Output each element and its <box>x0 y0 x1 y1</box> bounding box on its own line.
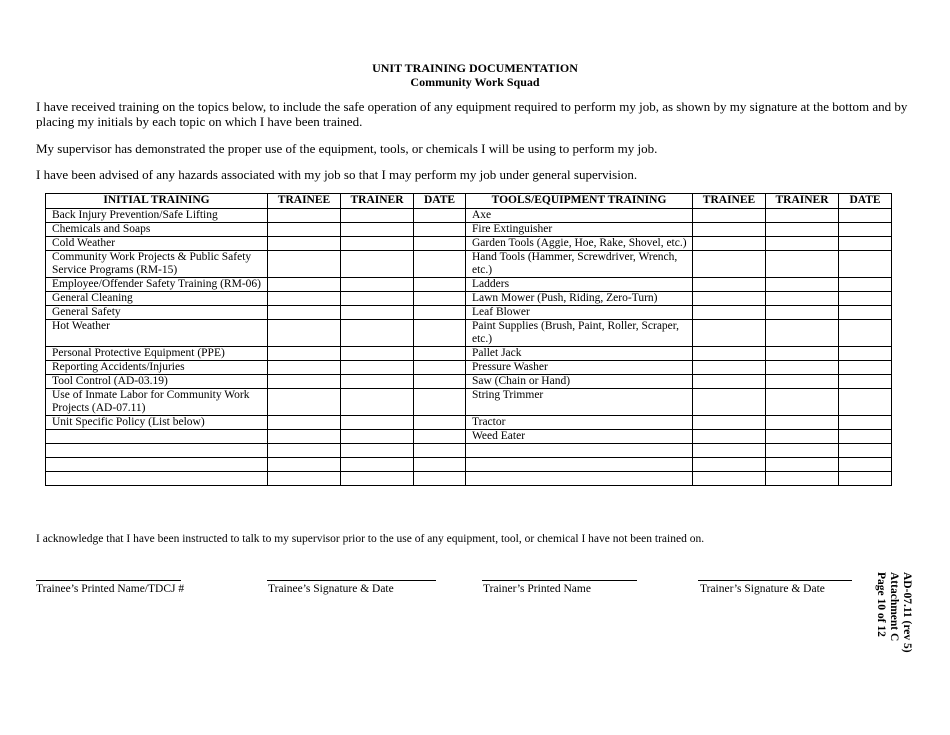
trainer-initial-cell[interactable] <box>341 209 414 223</box>
tool-training-cell: Axe <box>466 209 693 223</box>
date-cell[interactable] <box>839 209 892 223</box>
supervisor-statement: My supervisor has demonstrated the proper use of the equipment, tools, or chemicals I will be using to perform my job. <box>36 141 658 156</box>
tool-training-cell: String Trimmer <box>466 389 693 416</box>
date-cell[interactable] <box>839 444 892 458</box>
initial-training-cell: General Cleaning <box>46 292 268 306</box>
form-number: AD-07.11 (rev 5) <box>901 572 913 653</box>
date-cell[interactable] <box>414 472 466 486</box>
initial-training-cell: Employee/Offender Safety Training (RM-06) <box>46 278 268 292</box>
trainee-initial-cell[interactable] <box>693 237 766 251</box>
trainee-name-line[interactable] <box>36 580 181 581</box>
table-row <box>46 278 892 292</box>
table-row <box>46 444 892 458</box>
date-cell[interactable] <box>414 223 466 237</box>
trainee-initial-cell[interactable] <box>693 320 766 347</box>
trainee-initial-cell[interactable] <box>693 361 766 375</box>
trainee-initial-cell[interactable] <box>268 347 341 361</box>
trainee-initial-cell[interactable] <box>693 251 766 278</box>
page-number: Page 10 of 12 <box>875 572 887 637</box>
trainer-initial-cell[interactable] <box>341 320 414 347</box>
trainee-initial-cell[interactable] <box>693 347 766 361</box>
trainer-initial-cell[interactable] <box>341 389 414 416</box>
trainer-initial-cell[interactable] <box>341 430 414 444</box>
trainee-initial-cell[interactable] <box>268 209 341 223</box>
initial-training-cell: Reporting Accidents/Injuries <box>46 361 268 375</box>
date-cell[interactable] <box>839 472 892 486</box>
initial-training-cell: Hot Weather <box>46 320 268 347</box>
tool-training-cell: Paint Supplies (Brush, Paint, Roller, Scraper, etc.) <box>466 320 693 347</box>
initial-training-cell: Chemicals and Soaps <box>46 223 268 237</box>
trainer-initial-cell[interactable] <box>341 416 414 430</box>
trainer-initial-cell[interactable] <box>341 361 414 375</box>
trainee-initial-cell[interactable] <box>693 458 766 472</box>
date-cell[interactable] <box>839 375 892 389</box>
table-row <box>46 458 892 472</box>
training-table <box>45 193 892 486</box>
date-cell[interactable] <box>414 347 466 361</box>
initial-training-cell: Tool Control (AD-03.19) <box>46 375 268 389</box>
trainer-name-line[interactable] <box>482 580 637 581</box>
trainer-initial-cell[interactable] <box>766 278 839 292</box>
initial-training-cell: Back Injury Prevention/Safe Lifting <box>46 209 268 223</box>
header-trainer: TRAINER <box>341 194 414 209</box>
header-trainer-tools: TRAINER <box>766 194 839 209</box>
date-cell[interactable] <box>414 444 466 458</box>
training-statement: I have received training on the topics below, to include the safe operation of any equipment required to perform my job, as shown by my signature at the bottom and by placing my initials by each topic on which I have been trained. <box>36 99 908 129</box>
trainer-initial-cell[interactable] <box>766 361 839 375</box>
date-cell[interactable] <box>839 416 892 430</box>
date-cell[interactable] <box>839 389 892 416</box>
trainer-initial-cell[interactable] <box>341 223 414 237</box>
tool-training-cell: Leaf Blower <box>466 306 693 320</box>
trainer-initial-cell[interactable] <box>766 209 839 223</box>
date-cell[interactable] <box>414 320 466 347</box>
date-cell[interactable] <box>839 361 892 375</box>
trainer-initial-cell[interactable] <box>341 292 414 306</box>
date-cell[interactable] <box>414 416 466 430</box>
trainee-initial-cell[interactable] <box>693 375 766 389</box>
trainee-initial-cell[interactable] <box>268 278 341 292</box>
trainee-initial-cell[interactable] <box>268 292 341 306</box>
trainer-initial-cell[interactable] <box>766 389 839 416</box>
trainee-initial-cell[interactable] <box>693 389 766 416</box>
document-subtitle: Community Work Squad <box>410 75 540 89</box>
trainee-signature-label: Trainee’s Signature & Date <box>268 583 394 595</box>
tool-training-cell: Lawn Mower (Push, Riding, Zero-Turn) <box>466 292 693 306</box>
initial-training-cell <box>46 430 268 444</box>
trainee-initial-cell[interactable] <box>268 306 341 320</box>
trainer-initial-cell[interactable] <box>766 444 839 458</box>
date-cell[interactable] <box>839 278 892 292</box>
trainee-initial-cell[interactable] <box>268 389 341 416</box>
date-cell[interactable] <box>839 251 892 278</box>
tool-training-cell <box>466 458 693 472</box>
date-cell[interactable] <box>839 320 892 347</box>
header-date: DATE <box>414 194 466 209</box>
header-trainee: TRAINEE <box>268 194 341 209</box>
initial-training-cell <box>46 458 268 472</box>
acknowledgement-text: I acknowledge that I have been instructed to talk to my supervisor prior to the use of any equipment, tool, or chemical I have not been trained on. <box>36 533 705 545</box>
trainer-initial-cell[interactable] <box>766 320 839 347</box>
initial-training-cell: Unit Specific Policy (List below) <box>46 416 268 430</box>
tool-training-cell: Pallet Jack <box>466 347 693 361</box>
trainer-initial-cell[interactable] <box>766 292 839 306</box>
trainee-initial-cell[interactable] <box>693 223 766 237</box>
table-row <box>46 209 892 223</box>
initial-training-cell: Use of Inmate Labor for Community Work Projects (AD-07.11) <box>46 389 268 416</box>
date-cell[interactable] <box>414 278 466 292</box>
table-row <box>46 223 892 237</box>
table-row <box>46 361 892 375</box>
header-initial-training: INITIAL TRAINING <box>46 194 268 209</box>
tool-training-cell: Hand Tools (Hammer, Screwdriver, Wrench, etc.) <box>466 251 693 278</box>
trainee-initial-cell[interactable] <box>268 375 341 389</box>
tool-training-cell: Weed Eater <box>466 430 693 444</box>
trainer-signature-line[interactable] <box>698 580 852 581</box>
attachment-label: Attachment C <box>888 572 900 642</box>
trainer-initial-cell[interactable] <box>341 375 414 389</box>
trainee-initial-cell[interactable] <box>268 251 341 278</box>
date-cell[interactable] <box>839 458 892 472</box>
date-cell[interactable] <box>414 306 466 320</box>
date-cell[interactable] <box>839 306 892 320</box>
trainee-initial-cell[interactable] <box>268 223 341 237</box>
trainee-initial-cell[interactable] <box>693 472 766 486</box>
date-cell[interactable] <box>414 237 466 251</box>
trainee-initial-cell[interactable] <box>268 361 341 375</box>
trainer-initial-cell[interactable] <box>766 416 839 430</box>
trainee-initial-cell[interactable] <box>268 444 341 458</box>
initial-training-cell <box>46 444 268 458</box>
document-title: UNIT TRAINING DOCUMENTATION <box>372 61 578 75</box>
table-row <box>46 251 892 278</box>
tool-training-cell: Garden Tools (Aggie, Hoe, Rake, Shovel, etc.) <box>466 237 693 251</box>
table-row <box>46 472 892 486</box>
table-header-row <box>46 194 892 209</box>
table-row <box>46 320 892 347</box>
initial-training-cell: General Safety <box>46 306 268 320</box>
trainer-initial-cell[interactable] <box>766 251 839 278</box>
initial-training-cell <box>46 472 268 486</box>
trainee-initial-cell[interactable] <box>268 237 341 251</box>
header-trainee-tools: TRAINEE <box>693 194 766 209</box>
trainee-initial-cell[interactable] <box>693 306 766 320</box>
trainee-name-label: Trainee’s Printed Name/TDCJ # <box>36 583 185 595</box>
trainee-initial-cell[interactable] <box>693 278 766 292</box>
table-row <box>46 375 892 389</box>
trainer-initial-cell[interactable] <box>766 375 839 389</box>
table-row <box>46 389 892 416</box>
form-reference-block <box>861 572 913 662</box>
trainee-initial-cell[interactable] <box>268 430 341 444</box>
date-cell[interactable] <box>414 389 466 416</box>
trainer-name-label: Trainer’s Printed Name <box>483 583 591 595</box>
trainee-initial-cell[interactable] <box>693 209 766 223</box>
date-cell[interactable] <box>414 458 466 472</box>
trainee-initial-cell[interactable] <box>268 458 341 472</box>
trainer-initial-cell[interactable] <box>766 347 839 361</box>
trainer-initial-cell[interactable] <box>766 306 839 320</box>
trainer-signature-label: Trainer’s Signature & Date <box>700 583 825 595</box>
date-cell[interactable] <box>414 430 466 444</box>
trainer-initial-cell[interactable] <box>766 472 839 486</box>
tool-training-cell: Tractor <box>466 416 693 430</box>
trainee-initial-cell[interactable] <box>268 320 341 347</box>
trainer-initial-cell[interactable] <box>766 430 839 444</box>
trainee-initial-cell[interactable] <box>268 472 341 486</box>
initial-training-cell: Community Work Projects & Public Safety Service Programs (RM-15) <box>46 251 268 278</box>
date-cell[interactable] <box>839 223 892 237</box>
trainee-signature-line[interactable] <box>267 580 436 581</box>
trainer-initial-cell[interactable] <box>766 458 839 472</box>
date-cell[interactable] <box>839 237 892 251</box>
hazards-statement: I have been advised of any hazards associated with my job so that I may perform my job under general supervision. <box>36 167 638 182</box>
trainer-initial-cell[interactable] <box>341 278 414 292</box>
table-row <box>46 306 892 320</box>
date-cell[interactable] <box>839 347 892 361</box>
trainer-initial-cell[interactable] <box>341 306 414 320</box>
trainer-initial-cell[interactable] <box>766 223 839 237</box>
tool-training-cell: Saw (Chain or Hand) <box>466 375 693 389</box>
trainee-initial-cell[interactable] <box>693 416 766 430</box>
trainer-initial-cell[interactable] <box>341 347 414 361</box>
tool-training-cell <box>466 444 693 458</box>
trainer-initial-cell[interactable] <box>766 237 839 251</box>
table-row <box>46 416 892 430</box>
trainer-initial-cell[interactable] <box>341 458 414 472</box>
trainer-initial-cell[interactable] <box>341 444 414 458</box>
date-cell[interactable] <box>414 292 466 306</box>
date-cell[interactable] <box>414 209 466 223</box>
trainee-initial-cell[interactable] <box>693 444 766 458</box>
initial-training-cell: Cold Weather <box>46 237 268 251</box>
header-tools-equipment-training: TOOLS/EQUIPMENT TRAINING <box>466 194 693 209</box>
date-cell[interactable] <box>414 251 466 278</box>
date-cell[interactable] <box>839 430 892 444</box>
trainee-initial-cell[interactable] <box>693 292 766 306</box>
initial-training-cell: Personal Protective Equipment (PPE) <box>46 347 268 361</box>
table-row <box>46 292 892 306</box>
tool-training-cell: Pressure Washer <box>466 361 693 375</box>
trainee-initial-cell[interactable] <box>268 416 341 430</box>
tool-training-cell: Fire Extinguisher <box>466 223 693 237</box>
date-cell[interactable] <box>414 375 466 389</box>
date-cell[interactable] <box>414 361 466 375</box>
trainer-initial-cell[interactable] <box>341 251 414 278</box>
table-row <box>46 347 892 361</box>
table-row <box>46 430 892 444</box>
trainee-initial-cell[interactable] <box>693 430 766 444</box>
header-date-tools: DATE <box>839 194 892 209</box>
table-row <box>46 237 892 251</box>
trainer-initial-cell[interactable] <box>341 237 414 251</box>
date-cell[interactable] <box>839 292 892 306</box>
trainer-initial-cell[interactable] <box>341 472 414 486</box>
tool-training-cell: Ladders <box>466 278 693 292</box>
tool-training-cell <box>466 472 693 486</box>
